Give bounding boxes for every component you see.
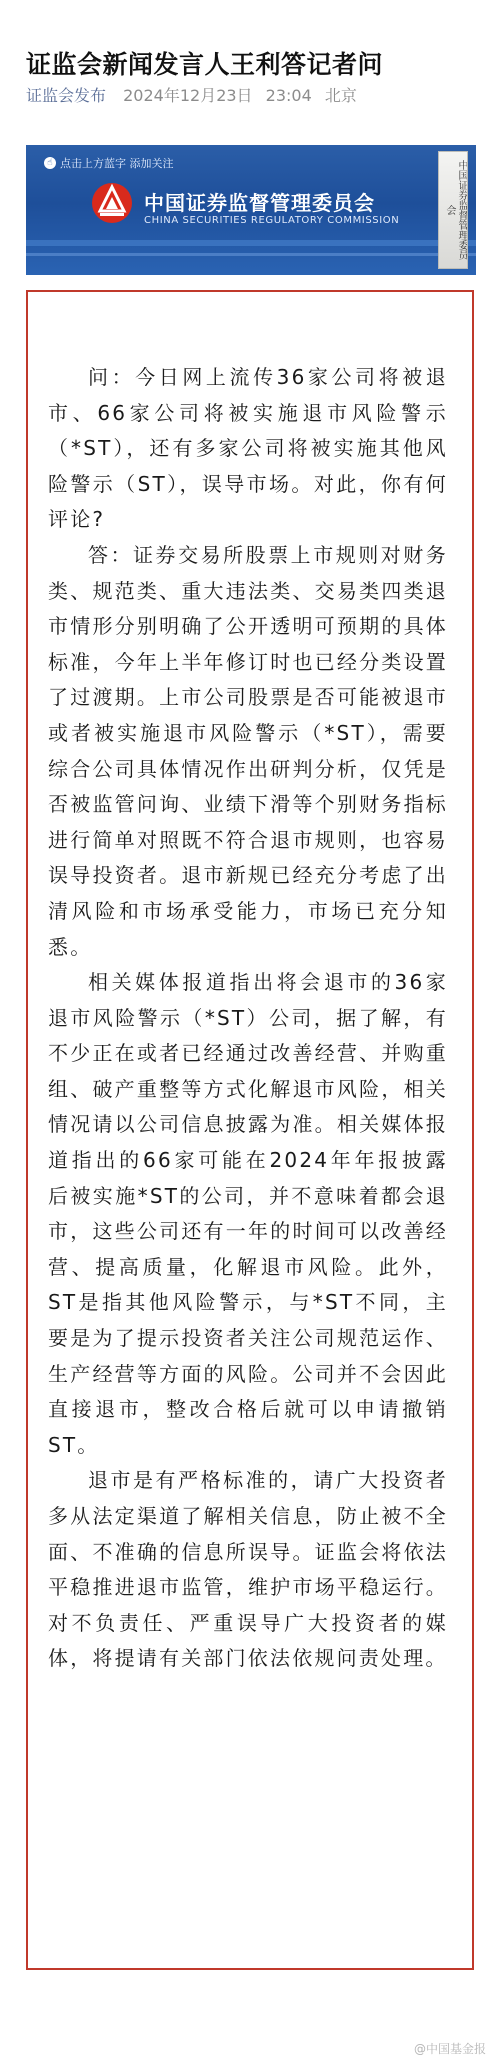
body-paragraph: 退市是有严格标准的，请广大投资者多从法定渠道了解相关信息，防止被不全面、不准确的信息所误导。证监会将依法平稳推进退市监管，维护市场平稳运行。对不负责任、严重误导广大投资者的媒体，将提请有关部门依法依规问责处理。 [48,1468,448,1671]
csrc-banner-image [26,145,476,275]
pointer-icon: ☝ [44,157,56,169]
article-title: 证监会新闻发言人王利答记者问 [26,49,384,79]
publish-date: 2024年12月23日 [123,86,253,105]
banner-stripe [26,253,476,256]
building-plaque: 中国证券监督管理委员会 [438,151,468,269]
body-paragraph: 相关媒体报道指出将会退市的36家退市风险警示（*ST）公司，据了解，有不少正在或者已经通过改善经营、并购重组、破产重整等方式化解退市风险，相关情况请以公司信息披露为准。相关媒体报道指出的66家可能在2024年年报披露后被实施*ST的公司，并不意味着都会退市，这些公司还有一年的时间可以改善经营、提高质量，化解退市风险。此外，ST是指其他风险警示，与*ST不同，主要是为了提示投资者关注公司规范运作、生产经营等方面的风险。公司并不会因此直接退市，整改合格后就可以申请撤销ST。 [48,970,448,1457]
org-name-en: CHINA SECURITIES REGULATORY COMMISSION [144,215,400,226]
article-meta [26,85,486,107]
article-body [48,360,448,1677]
org-name-cn: 中国证券监督管理委员会 [144,191,375,215]
source-account-link[interactable]: 证监会发布 [26,86,107,105]
body-paragraph-answer: 答：证券交易所股票上市规则对财务类、规范类、重大违法类、交易类四类退市情形分别明确了公开透明可预期的具体标准，今年上半年修订时也已经分类设置了过渡期。上市公司股票是否可能被退市或者被实施退市风险警示（*ST），需要综合公司具体情况作出研判分析，仅凭是否被监管问询、业绩下滑等个别财务指标进行简单对照既不符合退市规则，也容易误导投资者。退市新规已经充分考虑了出清风险和市场承受能力，市场已充分知悉。 [48,542,448,959]
banner-stripe [26,240,476,246]
follow-tip-text: 点击上方蓝字 添加关注 [60,157,174,170]
watermark: @中国基金报 [413,2042,486,2056]
body-paragraph-question: 问：今日网上流传36家公司将被退市、66家公司将被实施退市风险警示（*ST），还有多家公司将被实施其他风险警示（ST），误导市场。对此，你有何评论? [48,365,448,532]
csrc-emblem-icon [90,181,134,225]
publish-time: 23:04 [265,86,312,105]
publish-location: 北京 [324,86,357,105]
follow-tip [44,155,174,171]
